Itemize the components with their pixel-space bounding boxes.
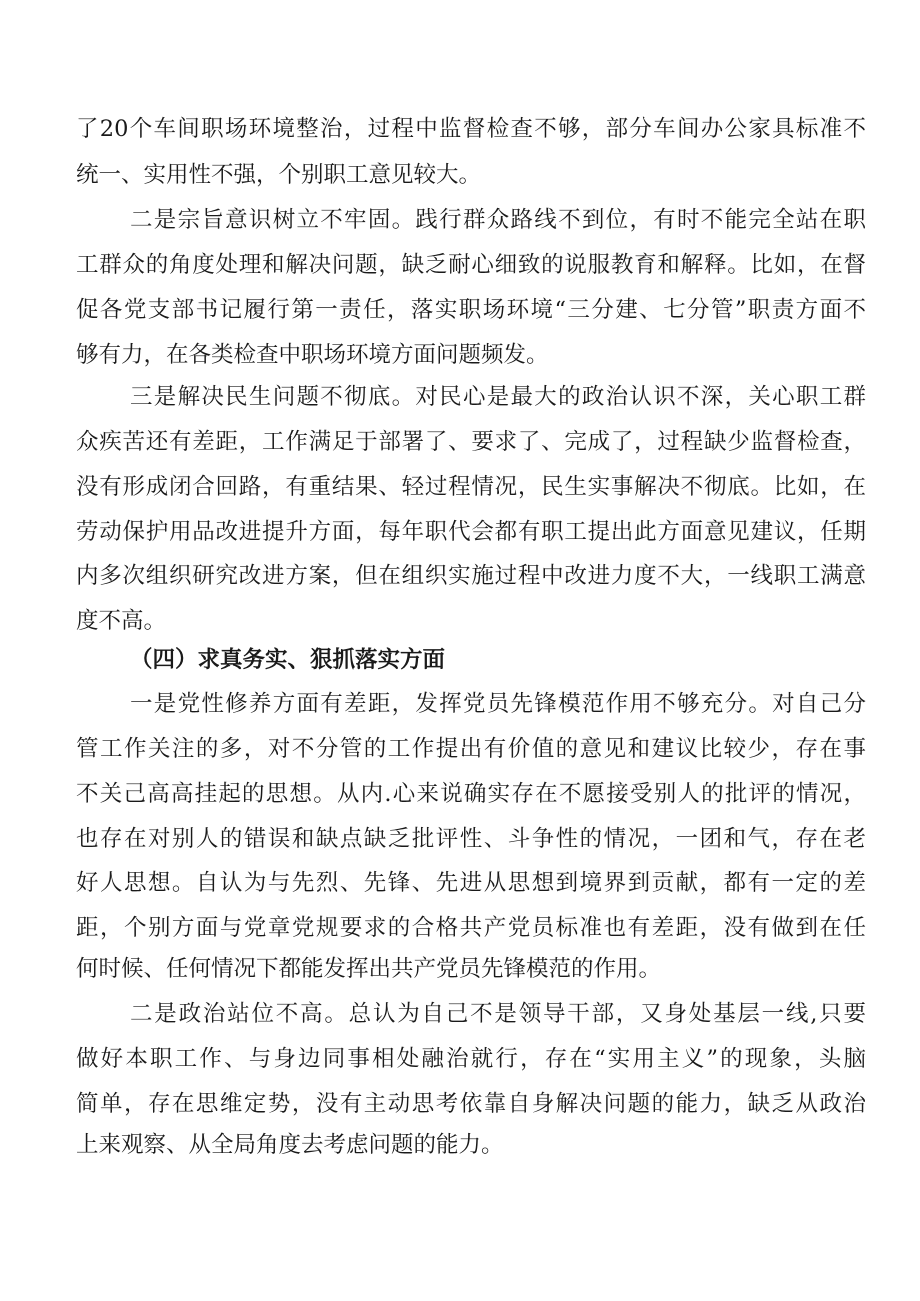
paragraph-line: 简单，存在思维定势，没有主动思考依靠自身解决问题的能力，缺乏从政治 (76, 1091, 866, 1117)
paragraph-line: 三是解决民生问题不彻底。对民心是最大的政治认识不深，关心职工群 (130, 384, 866, 410)
paragraph-line: 了20个车间职场环境整治，过程中监督检查不够，部分车间办公家具标准不 (76, 116, 866, 142)
paragraph-line: 一是党性修养方面有差距，发挥党员先锋模范作用不够充分。对自己分 (130, 691, 866, 717)
section-heading: （四）求真务实、狠抓落实方面 (130, 647, 446, 673)
paragraph-line: 统一、实用性不强，个别职工意见较大。 (76, 162, 482, 188)
paragraph-line: 内多次组织研究改进方案，但在组织实施过程中改进力度不大，一线职工满意 (76, 563, 866, 589)
paragraph-line: 不关己高高挂起的思想。从内.心来说确实存在不愿接受别人的批评的情况， (76, 781, 866, 807)
paragraph-line: 也存在对别人的错误和缺点缺乏批评性、斗争性的情况，一团和气，存在老 (76, 826, 866, 852)
paragraph-line: 距，个别方面与党章党规要求的合格共产党员标准也有差距，没有做到在任 (76, 915, 866, 941)
paragraph-line: 促各党支部书记履行第一责任，落实职场环境“三分建、七分管”职责方面不 (76, 297, 866, 323)
paragraph-line: 何时候、任何情况下都能发挥出共产党员先锋模范的作用。 (76, 956, 662, 982)
paragraph-line: 劳动保护用品改进提升方面，每年职代会都有职工提出此方面意见建议，任期 (76, 519, 866, 545)
paragraph-line: 众疾苦还有差距，工作满足于部署了、要求了、完成了，过程缺少监督检查， (76, 429, 866, 455)
paragraph-line: 做好本职工作、与身边同事相处融治就行，存在“实用主义”的现象，头脑 (76, 1046, 866, 1072)
paragraph-line: 工群众的角度处理和解决问题，缺乏耐心细致的说服教育和解释。比如，在督 (76, 252, 866, 278)
paragraph-line: 管工作关注的多，对不分管的工作提出有价值的意见和建议比较少，存在事 (76, 736, 866, 762)
paragraph-line: 好人思想。自认为与先烈、先锋、先进从思想到境界到贡献，都有一定的差 (76, 870, 866, 896)
paragraph-line: 够有力，在各类检查中职场环境方面问题频发。 (76, 342, 549, 368)
paragraph-line: 二是政治站位不高。总认为自己不是领导干部，又身处基层一线,只要 (130, 1001, 866, 1027)
paragraph-line: 没有形成闭合回路，有重结果、轻过程情况，民生实事解决不彻底。比如，在 (76, 474, 866, 500)
paragraph-line: 度不高。 (76, 608, 167, 634)
paragraph-line: 上来观察、从全局角度去考虑问题的能力。 (76, 1132, 504, 1158)
paragraph-line: 二是宗旨意识树立不牢固。践行群众路线不到位，有时不能完全站在职 (130, 207, 866, 233)
